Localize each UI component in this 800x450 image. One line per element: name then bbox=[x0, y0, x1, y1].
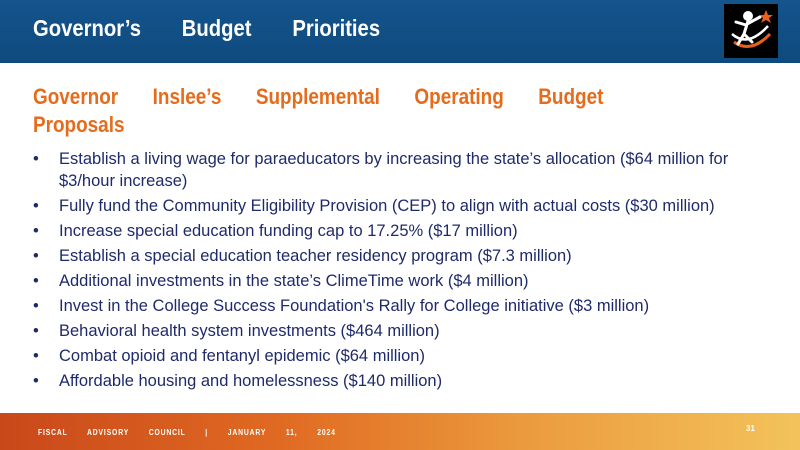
bullet-dot-icon: • bbox=[33, 272, 39, 290]
list-item bbox=[33, 270, 733, 292]
figure-with-star-logo-icon bbox=[724, 4, 778, 58]
bullet-dot-icon: • bbox=[33, 247, 39, 265]
list-item-text: Fully fund the Community Eligibility Provision (CEP) to align with actual costs ($30 million) bbox=[59, 197, 715, 215]
header-bar bbox=[0, 0, 800, 63]
list-item bbox=[33, 195, 733, 217]
bullet-dot-icon: • bbox=[33, 347, 39, 365]
list-item bbox=[33, 245, 733, 267]
list-item-text: Affordable housing and homelessness ($140 million) bbox=[59, 372, 443, 390]
bullet-dot-icon: • bbox=[33, 150, 39, 168]
list-item-text: Increase special education funding cap to 17.25% ($17 million) bbox=[59, 222, 518, 240]
list-item bbox=[33, 320, 733, 342]
bullet-dot-icon: • bbox=[33, 322, 39, 340]
list-item-text: Additional investments in the state’s ClimeTime work ($4 million) bbox=[59, 272, 529, 290]
slide-title: Governor’s Budget Priorities bbox=[33, 15, 381, 41]
bullet-dot-icon: • bbox=[33, 222, 39, 240]
list-item-text: Invest in the College Success Foundation's Rally for College initiative ($3 million) bbox=[59, 297, 650, 315]
list-item bbox=[33, 295, 733, 317]
list-item-text: Combat opioid and fentanyl epidemic ($64 million) bbox=[59, 347, 425, 365]
list-item-text: Establish a special education teacher residency program ($7.3 million) bbox=[59, 247, 572, 265]
list-item-text: Behavioral health system investments ($464 million) bbox=[59, 322, 440, 340]
list-item bbox=[33, 370, 733, 392]
list-item-text: Establish a living wage for paraeducators by increasing the state’s allocation ($64 million for $3/hour increase) bbox=[59, 150, 729, 190]
section-heading: Governor Inslee’s Supplemental Operating Budget Proposals bbox=[33, 84, 604, 137]
bullet-dot-icon: • bbox=[33, 297, 39, 315]
list-item bbox=[33, 345, 733, 367]
list-item bbox=[33, 148, 733, 192]
list-item bbox=[33, 220, 733, 242]
bullet-dot-icon: • bbox=[33, 197, 39, 215]
footer-caption: FISCAL ADVISORY COUNCIL | JANUARY 11, 2024 bbox=[38, 428, 336, 437]
priority-list bbox=[33, 148, 733, 395]
page-number: 31 bbox=[746, 424, 755, 433]
bullet-dot-icon: • bbox=[33, 372, 39, 390]
